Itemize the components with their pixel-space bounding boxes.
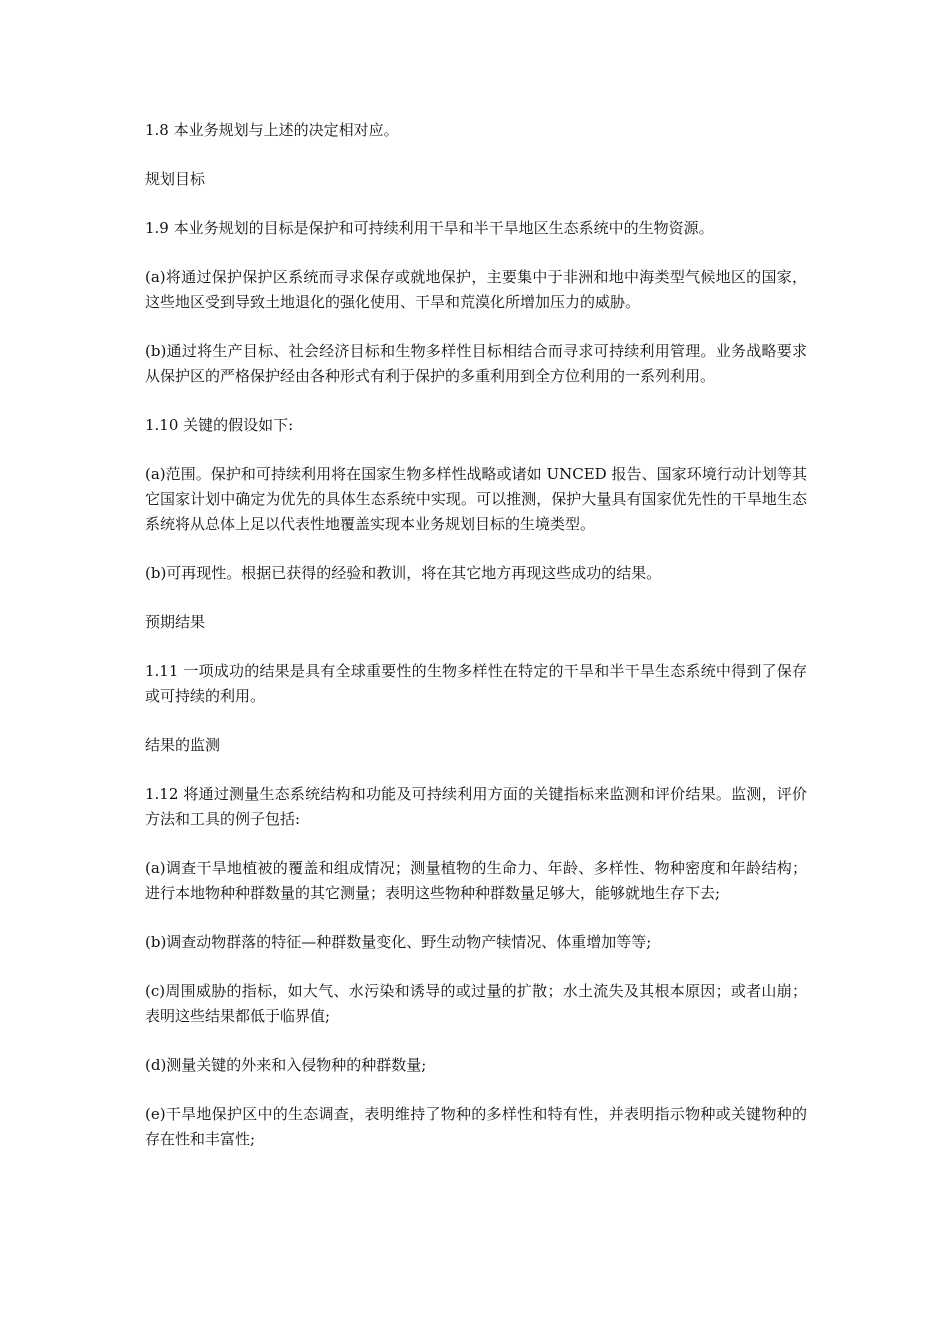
paragraph-1-9-a: (a)将通过保护保护区系统而寻求保存或就地保护，主要集中于非洲和地中海类型气候地区的国家，这些地区受到导致土地退化的强化使用、干旱和荒漠化所增加压力的威胁。	[145, 268, 807, 311]
document-page	[145, 118, 807, 1176]
paragraph-1-9-b: (b)通过将生产目标、社会经济目标和生物多样性目标相结合而寻求可持续利用管理。业务战略要求从保护区的严格保护经由各种形式有利于保护的多重利用到全方位利用的一系列利用。	[145, 342, 807, 385]
paragraph-1-12-d: (d)测量关键的外来和入侵物种的种群数量;	[145, 1056, 427, 1074]
heading-monitoring-results: 结果的监测	[145, 736, 221, 754]
heading-expected-results: 预期结果	[145, 613, 206, 631]
paragraph-1-9: 1.9 本业务规划的目标是保护和可持续利用干旱和半干旱地区生态系统中的生物资源。	[145, 219, 714, 237]
paragraph-1-10: 1.10 关键的假设如下:	[145, 416, 294, 434]
paragraph-1-12-a: (a)调查干旱地植被的覆盖和组成情况；测量植物的生命力、年龄、多样性、物种密度和年龄结构；进行本地物种种群数量的其它测量；表明这些物种种群数量足够大，能够就地生存下去;	[145, 859, 807, 902]
paragraph-1-12-b: (b)调查动物群落的特征—种群数量变化、野生动物产犊情况、体重增加等等;	[145, 933, 652, 951]
paragraph-1-11: 1.11 一项成功的结果是具有全球重要性的生物多样性在特定的干旱和半干旱生态系统中得到了保存或可持续的利用。	[145, 662, 807, 705]
paragraph-1-8: 1.8 本业务规划与上述的决定相对应。	[145, 121, 399, 139]
heading-plan-objectives: 规划目标	[145, 170, 206, 188]
paragraph-1-10-b: (b)可再现性。根据已获得的经验和教训，将在其它地方再现这些成功的结果。	[145, 564, 662, 582]
paragraph-1-12-e: (e)干旱地保护区中的生态调查，表明维持了物种的多样性和特有性，并表明指示物种或关键物种的存在性和丰富性;	[145, 1105, 807, 1148]
paragraph-1-12: 1.12 将通过测量生态系统结构和功能及可持续利用方面的关键指标来监测和评价结果。监测，评价方法和工具的例子包括:	[145, 785, 807, 828]
paragraph-1-10-a: (a)范围。保护和可持续利用将在国家生物多样性战略或诸如 UNCED 报告、国家环境行动计划等其它国家计划中确定为优先的具体生态系统中实现。可以推测，保护大量具有国家优先性的干旱地生态系统将从总体上足以代表性地覆盖实现本业务规划目标的生境类型。	[145, 465, 807, 533]
paragraph-1-12-c: (c)周围威胁的指标，如大气、水污染和诱导的或过量的扩散；水土流失及其根本原因；或者山崩；表明这些结果都低于临界值;	[145, 982, 807, 1025]
